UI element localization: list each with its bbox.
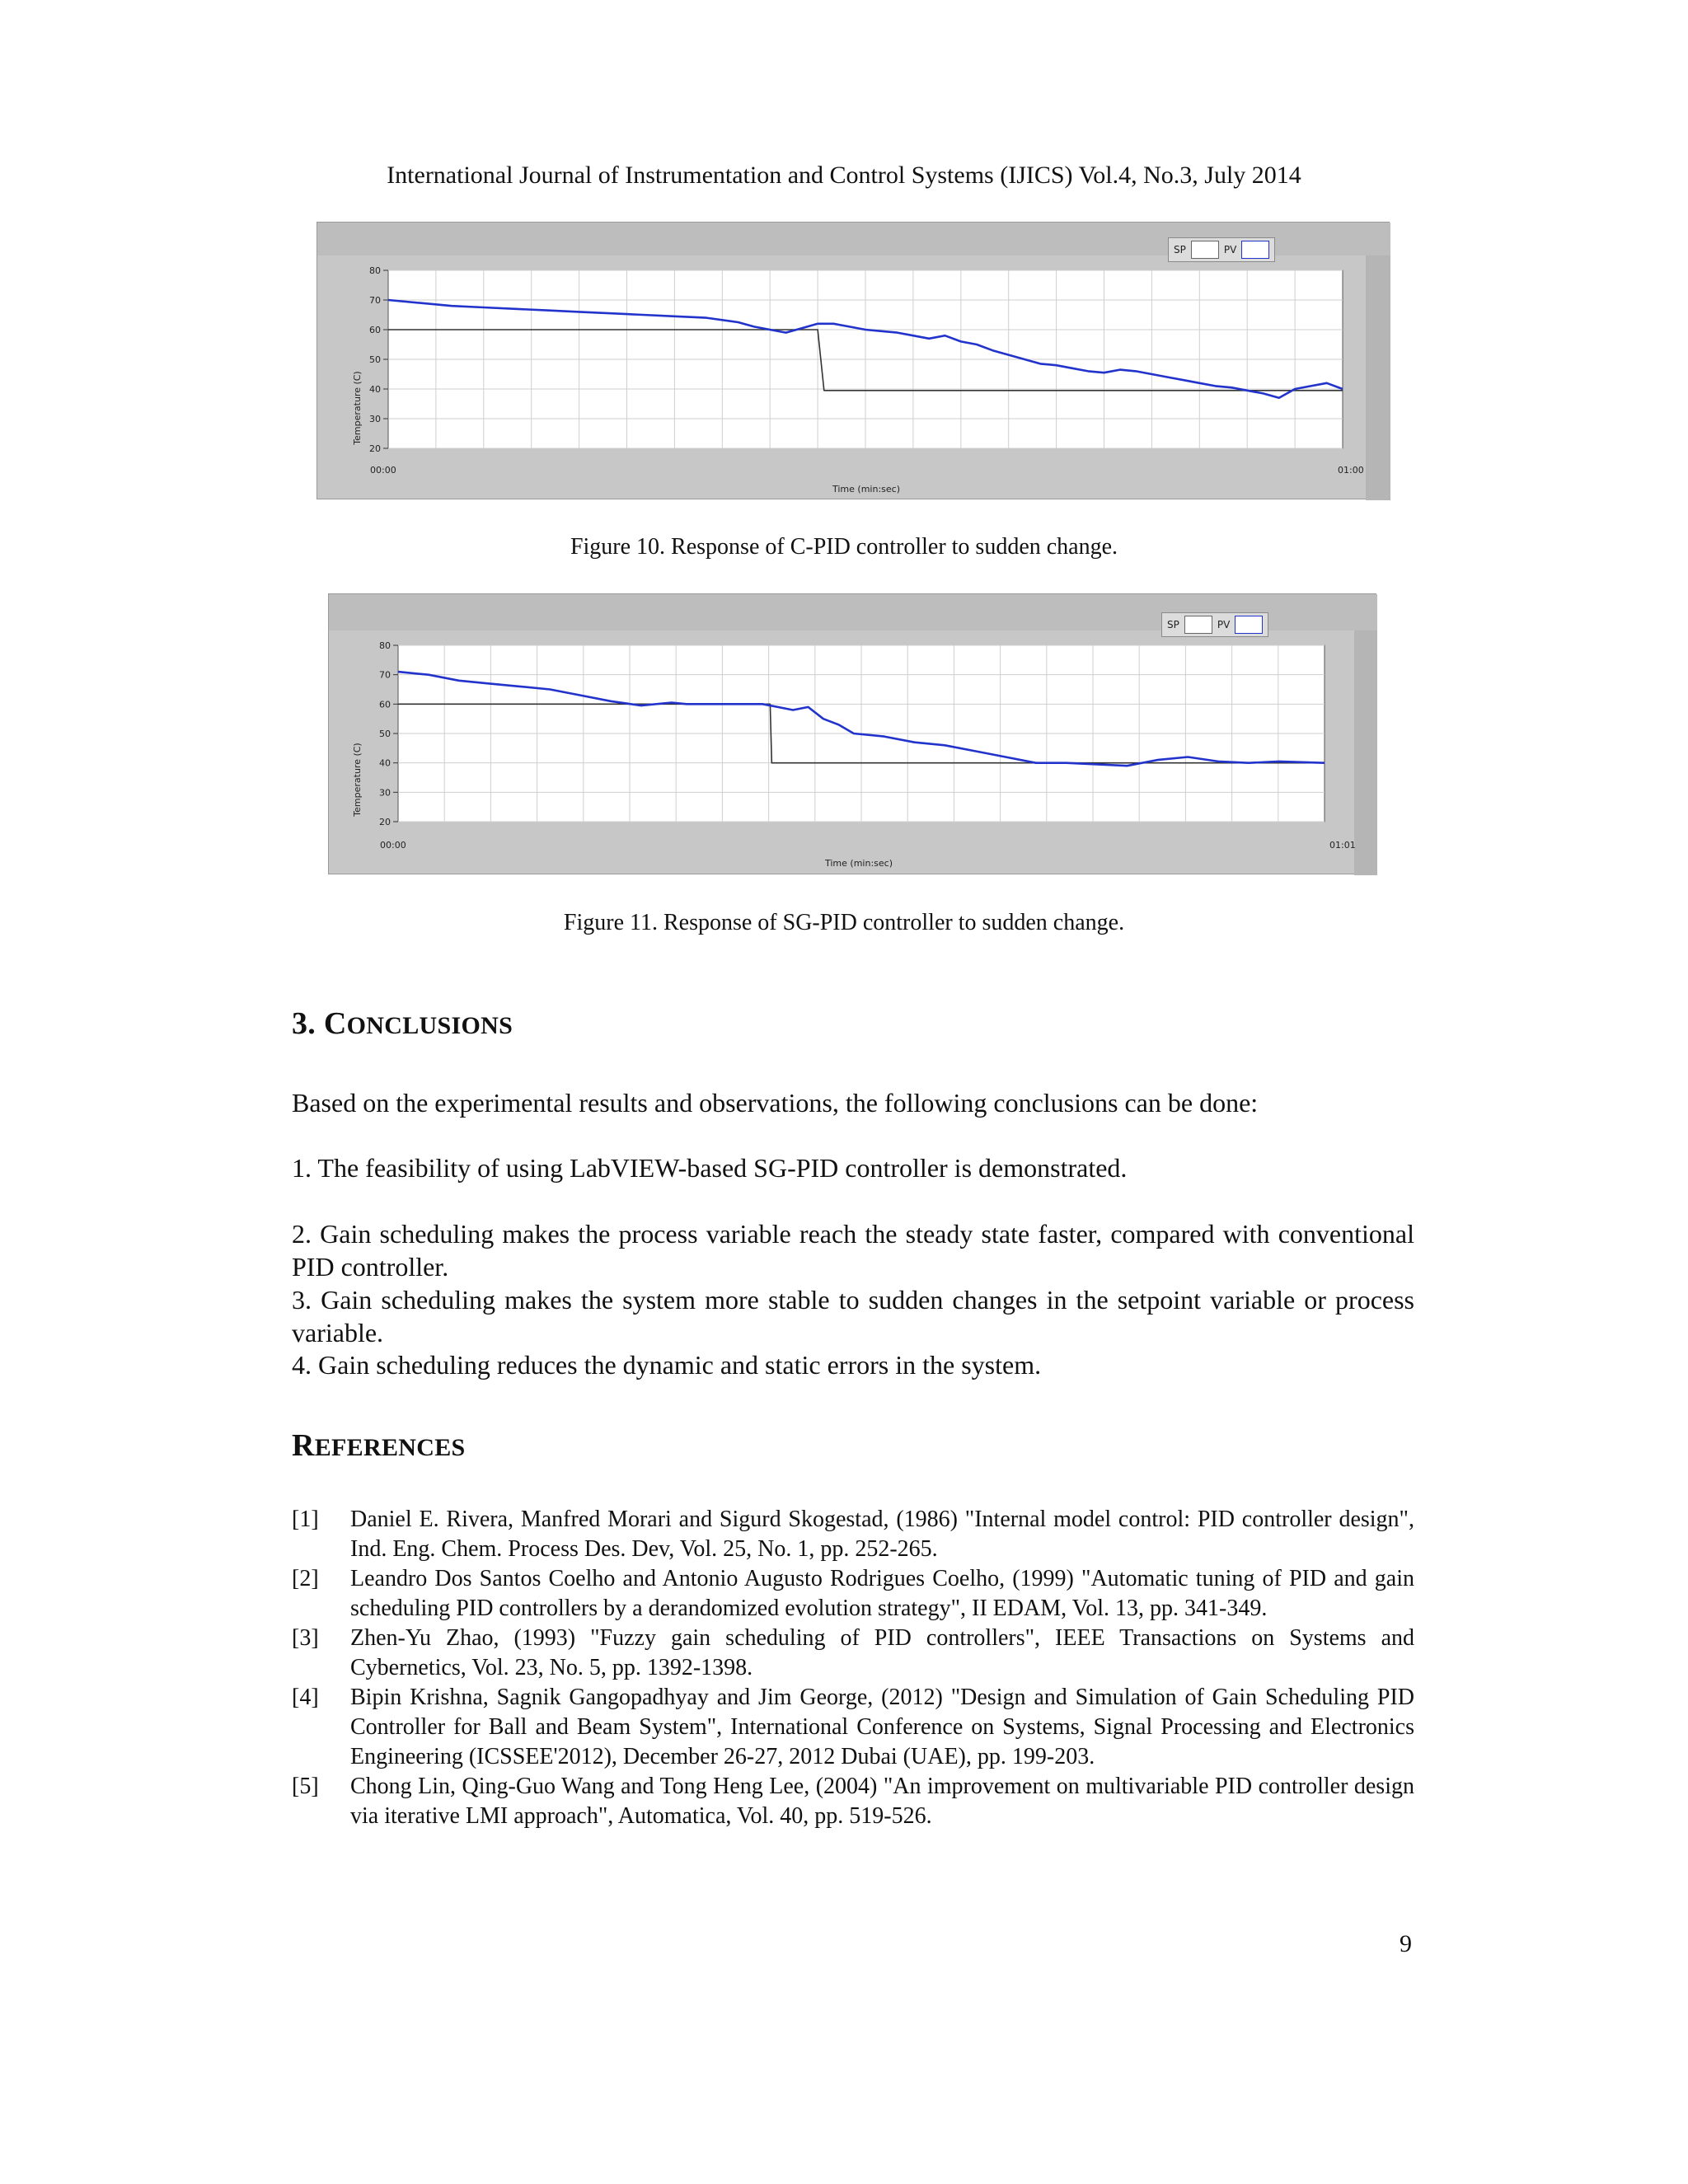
- legend-pv-label: PV: [1217, 619, 1231, 630]
- legend-sp-label: SP: [1167, 619, 1179, 630]
- reference-number: [2]: [292, 1566, 319, 1591]
- reference-item: [292, 1624, 1414, 1683]
- heading-initial: C: [323, 1006, 347, 1041]
- y-tick-label: 80: [379, 640, 391, 651]
- chart-scrollbar-strip: [1354, 630, 1377, 875]
- y-tick-label: 70: [369, 295, 381, 306]
- conclusions-heading: [292, 1005, 513, 1042]
- legend-sp-swatch: [1184, 616, 1212, 634]
- x-axis-label: Time (min:sec): [825, 858, 893, 869]
- reference-item: [292, 1683, 1414, 1772]
- y-tick-label: 30: [369, 414, 381, 424]
- y-axis-label: Temperature (C): [352, 743, 363, 817]
- y-tick-label: 60: [379, 699, 391, 710]
- heading-initial: R: [292, 1428, 315, 1463]
- x-axis-label: Time (min:sec): [832, 484, 900, 494]
- figure-11-caption: Figure 11. Response of SG-PID controller to sudden change.: [563, 910, 1125, 935]
- reference-number: [4]: [292, 1685, 319, 1710]
- reference-text: Daniel E. Rivera, Manfred Morari and Sigurd Skogestad, (1986) "Internal model control: PID controller design", Ind. Eng. Chem. Process Des. Dev, Vol. 25, No. 1, pp. 252-265.: [350, 1507, 1414, 1562]
- conclusion-point-1: 1. The feasibility of using LabVIEW-based SG-PID controller is demonstrated.: [292, 1153, 1128, 1183]
- reference-item: [292, 1564, 1414, 1624]
- legend-sp-swatch: [1191, 241, 1219, 259]
- figure-10-svg: [317, 223, 1390, 500]
- legend-pv-label: PV: [1223, 244, 1237, 255]
- reference-text: Bipin Krishna, Sagnik Gangopadhyay and Jim George, (2012) "Design and Simulation of Gain Scheduling PID Controller for Ball and Beam System", International Conference on Systems, Signal Processing and Electronics Engineering (ICSSEE'2012), December 26-27, 2012 Dubai (UAE), pp. 199-203.: [350, 1685, 1414, 1769]
- figure-11-chart: [328, 593, 1376, 874]
- x-tick-end: 01:00: [1338, 465, 1364, 476]
- conclusion-point-3: 3. Gain scheduling makes the system more stable to sudden changes in the setpoint variable or process variable.: [292, 1285, 1414, 1347]
- x-tick-end: 01:01: [1329, 840, 1356, 851]
- y-tick-label: 80: [369, 265, 381, 276]
- x-tick-start: 00:00: [370, 465, 396, 476]
- running-head: International Journal of Instrumentation and Control Systems (IJICS) Vol.4, No.3, July 2014: [387, 162, 1301, 189]
- reference-number: [3]: [292, 1625, 319, 1651]
- reference-item: [292, 1772, 1414, 1831]
- reference-text: Chong Lin, Qing-Guo Wang and Tong Heng Lee, (2004) "An improvement on multivariable PID controller design via iterative LMI approach", Automatica, Vol. 40, pp. 519-526.: [350, 1774, 1414, 1829]
- y-tick-label: 20: [379, 817, 391, 827]
- figure-10-chart: [316, 222, 1390, 499]
- reference-list: [292, 1505, 1414, 1831]
- legend-pv-swatch: [1241, 241, 1269, 259]
- y-tick-label: 60: [369, 325, 381, 335]
- reference-number: [5]: [292, 1774, 319, 1799]
- conclusion-point-2: 2. Gain scheduling makes the process variable reach the steady state faster, compared with conventional PID controller.: [292, 1219, 1414, 1282]
- conclusion-point-4: 4. Gain scheduling reduces the dynamic and static errors in the system.: [292, 1350, 1042, 1380]
- reference-number: [1]: [292, 1507, 319, 1532]
- x-tick-start: 00:00: [380, 840, 406, 851]
- heading-smallcaps: EFERENCES: [314, 1434, 466, 1461]
- reference-text: Leandro Dos Santos Coelho and Antonio Augusto Rodrigues Coelho, (1999) "Automatic tuning of PID and gain scheduling PID controllers by a derandomized evolution strategy", II EDAM, Vol. 13, pp. 341-349.: [350, 1566, 1414, 1621]
- conclusions-intro: Based on the experimental results and observations, the following conclusions can be done:: [292, 1088, 1259, 1118]
- chart-scrollbar-strip: [1366, 255, 1390, 500]
- y-tick-label: 40: [369, 384, 381, 395]
- y-axis-label: Temperature (C): [352, 371, 363, 445]
- chart-legend: [1161, 612, 1268, 637]
- y-tick-label: 50: [379, 729, 391, 739]
- heading-number: 3.: [292, 1006, 316, 1041]
- y-tick-label: 20: [369, 443, 381, 454]
- reference-item: [292, 1505, 1414, 1564]
- page-number: 9: [1400, 1930, 1412, 1957]
- figure-10-caption: Figure 10. Response of C-PID controller to sudden change.: [570, 534, 1118, 560]
- y-tick-label: 70: [379, 669, 391, 681]
- references-heading: [292, 1427, 466, 1464]
- legend-sp-label: SP: [1174, 244, 1186, 255]
- y-tick-label: 40: [379, 757, 391, 769]
- y-tick-label: 50: [369, 354, 381, 365]
- legend-pv-swatch: [1235, 616, 1263, 634]
- y-tick-label: 30: [379, 787, 391, 799]
- heading-smallcaps: ONCLUSIONS: [346, 1012, 513, 1039]
- reference-text: Zhen-Yu Zhao, (1993) "Fuzzy gain scheduling of PID controllers", IEEE Transactions on Systems and Cybernetics, Vol. 23, No. 5, pp. 1392-1398.: [350, 1625, 1414, 1680]
- chart-legend: [1168, 237, 1275, 262]
